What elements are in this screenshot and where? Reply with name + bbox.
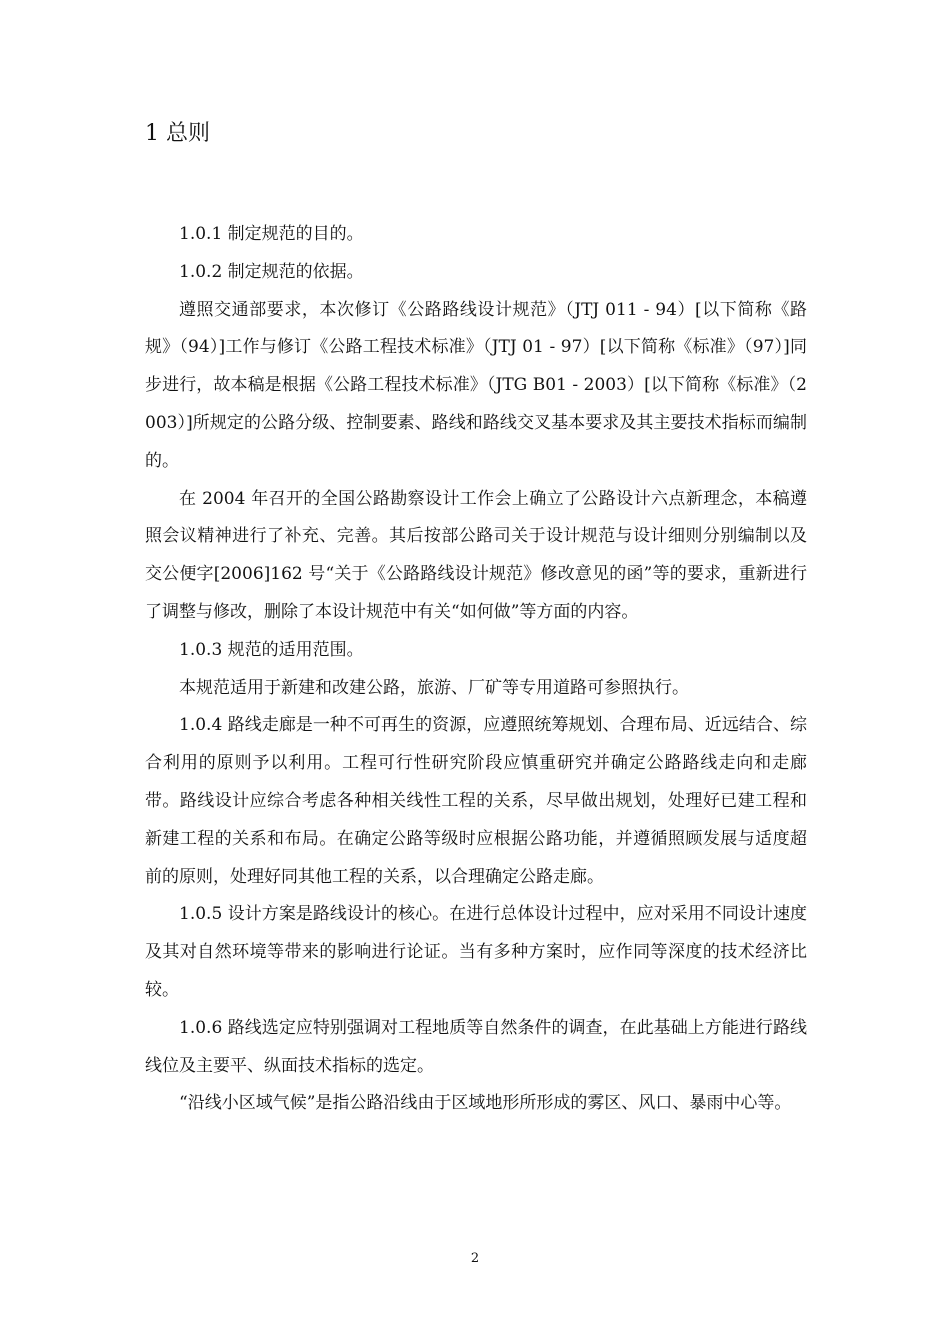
paragraph-scope: 本规范适用于新建和改建公路，旅游、厂矿等专用道路可参照执行。 (179, 677, 689, 698)
paragraph-local-climate: “沿线小区域气候”是指公路沿线由于区域地形所形成的雾区、风口、暴雨中心等。 (179, 1093, 792, 1114)
body-text (145, 216, 807, 1123)
paragraph-1-0-1: 1.0.1 制定规范的目的。 (179, 224, 364, 244)
paragraph-1-0-3: 1.0.3 规范的适用范围。 (179, 639, 364, 660)
paragraph-1-0-6: 1.0.6 路线选定应特别强调对工程地质等自然条件的调查，在此基础上方能进行路线线位及主要平、纵面技术指标的选定。 (145, 1017, 807, 1076)
paragraph-1-0-2: 1.0.2 制定规范的依据。 (179, 261, 364, 282)
page-number: 2 (470, 1251, 480, 1266)
chapter-heading: 1 总则 (145, 121, 210, 146)
paragraph-revision-basis: 遵照交通部要求，本次修订《公路路线设计规范》（JTJ 011 - 94）[以下简称《路规》（94）]工作与修订《公路工程技术标准》（JTJ 01 - 97）[以下简称《标准》（97）]同步进行，故本稿是根据《公路工程技术标准》（JTG B01 - 2003）[以下简称《标准》（2003）]所规定的公路分级、控制要素、路线和路线交叉基本要求及其主要技术指标而编制的。 (145, 299, 807, 471)
paragraph-1-0-4: 1.0.4 路线走廊是一种不可再生的资源，应遵照统筹规划、合理布局、近远结合、综合利用的原则予以利用。工程可行性研究阶段应慎重研究并确定公路路线走向和走廊带。路线设计应综合考虑各种相关线性工程的关系，尽早做出规划，处理好已建工程和新建工程的关系和布局。在确定公路等级时应根据公路功能，并遵循照顾发展与适度超前的原则，处理好同其他工程的关系，以合理确定公路走廊。 (145, 715, 807, 887)
paragraph-design-concepts: 在 2004 年召开的全国公路勘察设计工作会上确立了公路设计六点新理念，本稿遵照会议精神进行了补充、完善。其后按部公路司关于设计规范与设计细则分别编制以及交公便字[2006]162 号“关于《公路路线设计规范》修改意见的函”等的要求，重新进行了调整与修改，删除了本设计规范中有关“如何做”等方面的内容。 (145, 488, 807, 622)
paragraph-1-0-5: 1.0.5 设计方案是路线设计的核心。在进行总体设计过程中，应对采用不同设计速度及其对自然环境等带来的影响进行论证。当有多种方案时，应作同等深度的技术经济比较。 (145, 904, 807, 1000)
